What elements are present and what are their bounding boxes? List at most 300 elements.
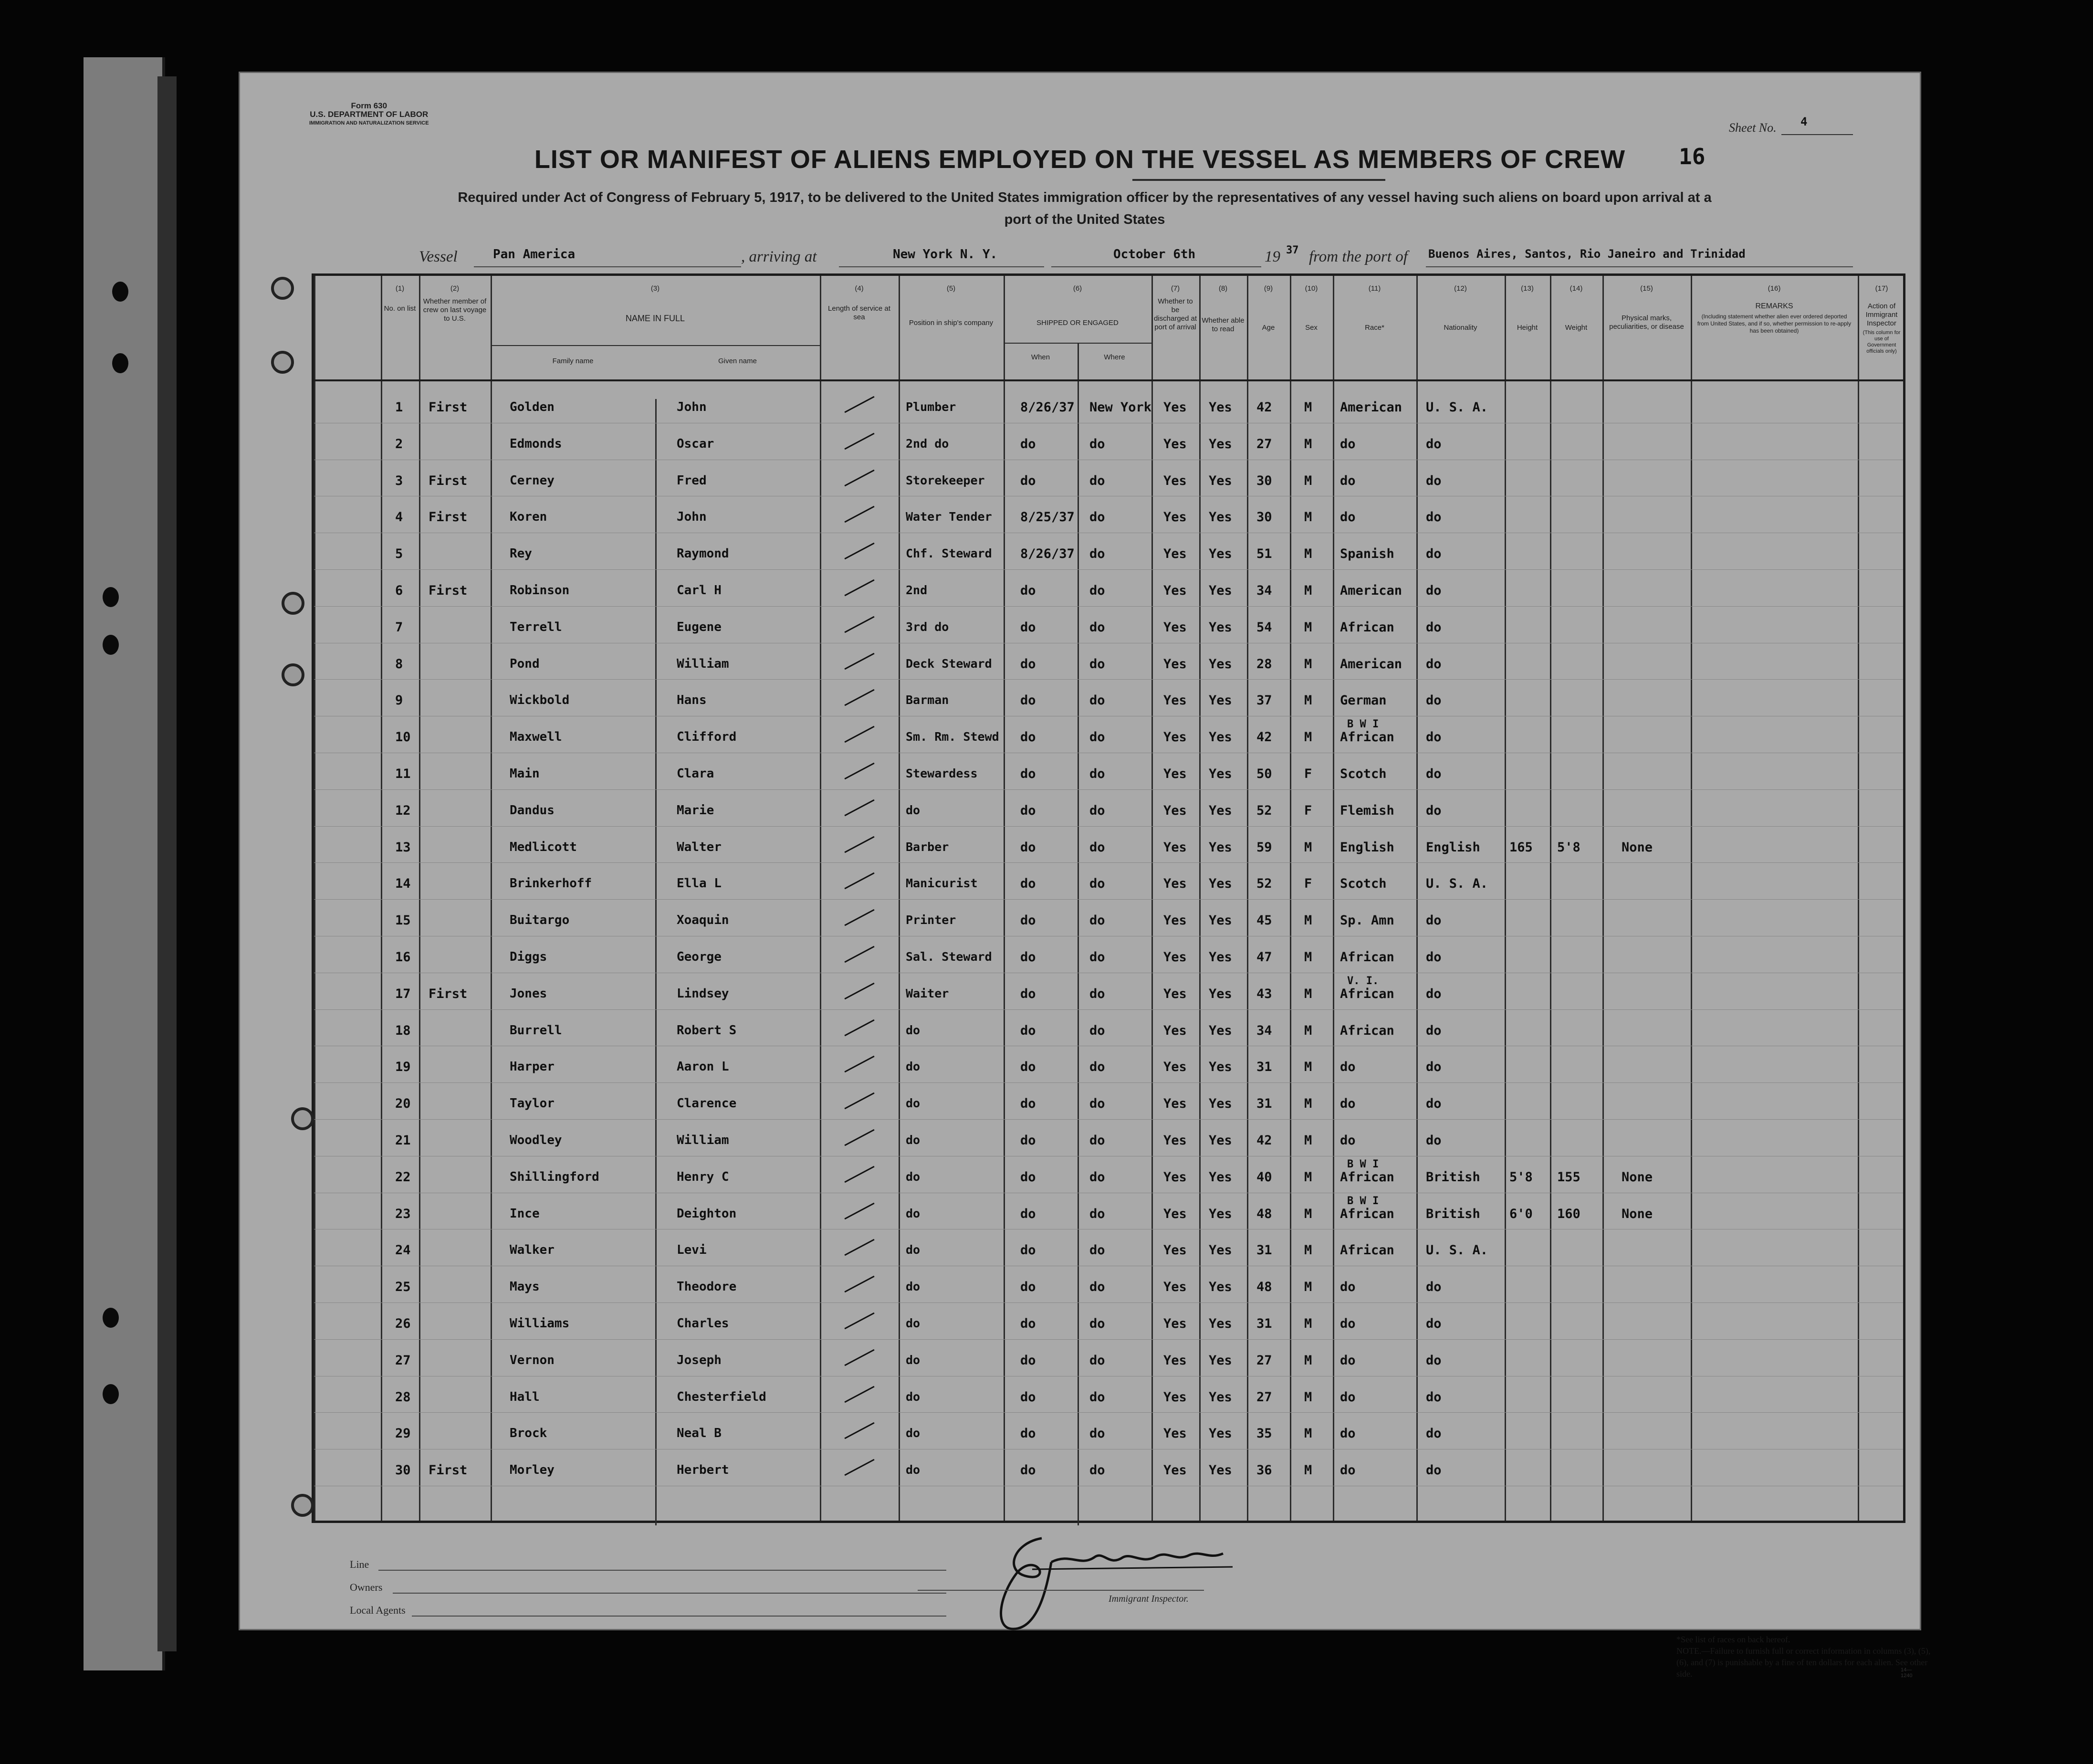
- able-to-read-cell: Yes: [1209, 876, 1232, 892]
- table-row: [314, 753, 1903, 790]
- able-to-read-cell: Yes: [1209, 950, 1232, 965]
- shipped-where-cell: do: [1089, 1353, 1105, 1368]
- arrival-port: New York N. Y.: [893, 247, 998, 262]
- sex-cell: M: [1304, 546, 1312, 562]
- weight-cell: 5'8: [1557, 840, 1580, 855]
- service-checkmark: [844, 1092, 874, 1110]
- given-name-cell: Ella L: [677, 876, 722, 891]
- nationality-cell: do: [1426, 1096, 1442, 1112]
- discharged-cell: Yes: [1163, 803, 1187, 818]
- year-prefix: 19: [1265, 248, 1280, 265]
- col-num: (1): [395, 284, 405, 293]
- col-header-last-voyage: Whether member of crew on last voyage to U.S.: [423, 297, 487, 323]
- able-to-read-cell: Yes: [1209, 436, 1232, 452]
- family-name-cell: Robinson: [510, 583, 570, 598]
- given-name-cell: William: [677, 1133, 729, 1147]
- race-origin-cell: B W I: [1347, 718, 1379, 731]
- family-name-cell: Mays: [510, 1280, 540, 1294]
- sex-cell: F: [1304, 766, 1312, 781]
- family-name-cell: Woodley: [510, 1133, 562, 1147]
- age-cell: 31: [1256, 1243, 1272, 1258]
- age-cell: 54: [1256, 620, 1272, 635]
- sex-cell: M: [1304, 1426, 1312, 1441]
- row-number-cell: 14: [395, 876, 411, 892]
- row-number-cell: 4: [395, 510, 403, 525]
- shipped-when-cell: do: [1020, 1463, 1036, 1478]
- discharged-cell: Yes: [1163, 400, 1187, 415]
- shipped-when-cell: do: [1020, 1426, 1036, 1441]
- able-to-read-cell: Yes: [1209, 730, 1232, 745]
- col-header-when: When: [1031, 353, 1050, 361]
- binder-ring: [271, 351, 294, 374]
- col-num: (4): [855, 284, 864, 293]
- row-number-cell: 21: [395, 1133, 411, 1148]
- nationality-cell: do: [1426, 803, 1442, 818]
- family-name-cell: Hall: [510, 1389, 540, 1404]
- age-cell: 50: [1256, 766, 1272, 781]
- binder-hole: [103, 1308, 119, 1328]
- able-to-read-cell: Yes: [1209, 1280, 1232, 1295]
- height-cell: 5'8: [1509, 1169, 1533, 1185]
- table-row: [314, 900, 1903, 936]
- col-header-discharged: Whether to be discharged at port of arrival: [1153, 297, 1197, 331]
- age-cell: 45: [1256, 913, 1272, 928]
- shipped-where-cell: do: [1089, 840, 1105, 855]
- position-cell: do: [906, 1243, 921, 1257]
- col-num: (2): [450, 284, 460, 293]
- arrival-date: October 6th: [1113, 247, 1196, 262]
- sex-cell: M: [1304, 1206, 1312, 1221]
- discharged-cell: Yes: [1163, 1096, 1187, 1112]
- shipped-when-cell: do: [1020, 1023, 1036, 1038]
- family-name-cell: Jones: [510, 986, 547, 1001]
- service-checkmark: [844, 946, 874, 963]
- table-row: [314, 423, 1903, 460]
- service-checkmark: [844, 1349, 874, 1366]
- given-name-cell: Chesterfield: [677, 1389, 766, 1404]
- weight-cell: 155: [1557, 1169, 1580, 1185]
- col-header-inspector-note: (This column for use of Government officials only): [1863, 330, 1901, 354]
- sex-cell: M: [1304, 1353, 1312, 1368]
- sex-cell: M: [1304, 510, 1312, 525]
- shipped-where-cell: do: [1089, 1206, 1105, 1221]
- footnote-races: *See list of races on back hereof.: [1676, 1635, 1790, 1644]
- sex-cell: M: [1304, 583, 1312, 598]
- given-name-cell: Aaron L: [677, 1060, 729, 1074]
- table-row: [314, 827, 1903, 863]
- able-to-read-cell: Yes: [1209, 986, 1232, 1001]
- shipped-when-cell: do: [1020, 1206, 1036, 1221]
- col-num: (5): [946, 284, 956, 293]
- col-num: (12): [1454, 284, 1467, 293]
- col-header-no: No. on list: [384, 304, 416, 313]
- age-cell: 34: [1256, 1023, 1272, 1038]
- race-cell: English: [1340, 840, 1394, 855]
- age-cell: 36: [1256, 1463, 1272, 1478]
- col-num: (11): [1368, 284, 1381, 293]
- shipped-when-cell: do: [1020, 1096, 1036, 1112]
- header-bottom-rule: [314, 379, 1903, 381]
- shipped-where-cell: do: [1089, 656, 1105, 672]
- position-cell: Printer: [906, 913, 956, 927]
- physical-marks-cell: None: [1622, 840, 1653, 855]
- race-cell: do: [1340, 473, 1356, 488]
- owners-rule: [393, 1593, 946, 1594]
- last-voyage-cell: First: [429, 986, 468, 1001]
- binder-hole: [112, 282, 128, 302]
- family-name-cell: Vernon: [510, 1353, 555, 1367]
- col-header-position: Position in ship's company: [909, 319, 994, 327]
- age-cell: 42: [1256, 400, 1272, 415]
- department-name: U.S. DEPARTMENT OF LABOR: [310, 110, 429, 119]
- sex-cell: M: [1304, 1389, 1312, 1405]
- position-cell: Barber: [906, 840, 949, 854]
- given-name-cell: Clarence: [677, 1096, 737, 1111]
- able-to-read-cell: Yes: [1209, 510, 1232, 525]
- family-name-cell: Morley: [510, 1463, 555, 1478]
- discharged-cell: Yes: [1163, 1243, 1187, 1258]
- service-checkmark: [844, 652, 874, 670]
- row-number-cell: 12: [395, 803, 411, 818]
- row-number-cell: 24: [395, 1243, 411, 1258]
- row-number-cell: 20: [395, 1096, 411, 1112]
- sex-cell: M: [1304, 730, 1312, 745]
- family-name-cell: Buitargo: [510, 913, 570, 928]
- table-row: [314, 570, 1903, 607]
- given-name-cell: Carl H: [677, 583, 722, 598]
- vessel-name: Pan America: [493, 247, 576, 262]
- row-number-cell: 19: [395, 1060, 411, 1075]
- family-name-cell: Shillingford: [510, 1169, 599, 1184]
- discharged-cell: Yes: [1163, 986, 1187, 1001]
- age-cell: 30: [1256, 510, 1272, 525]
- shipped-when-cell: do: [1020, 913, 1036, 928]
- discharged-cell: Yes: [1163, 1169, 1187, 1185]
- given-name-cell: Marie: [677, 803, 714, 818]
- shipped-when-cell: do: [1020, 1169, 1036, 1185]
- row-number-cell: 17: [395, 986, 411, 1001]
- discharged-cell: Yes: [1163, 1389, 1187, 1405]
- binder-ring: [291, 1107, 314, 1130]
- given-name-cell: Lindsey: [677, 986, 729, 1001]
- service-checkmark: [844, 983, 874, 1000]
- service-checkmark: [844, 1276, 874, 1293]
- able-to-read-cell: Yes: [1209, 1133, 1232, 1148]
- able-to-read-cell: Yes: [1209, 1206, 1232, 1221]
- nationality-cell: do: [1426, 913, 1442, 928]
- table-row: [314, 607, 1903, 643]
- shipped-where-cell: do: [1089, 546, 1105, 562]
- able-to-read-cell: Yes: [1209, 803, 1232, 818]
- nationality-cell: do: [1426, 1023, 1442, 1038]
- table-row: [314, 973, 1903, 1010]
- race-cell: do: [1340, 1316, 1356, 1331]
- form-header-block: [309, 102, 429, 127]
- table-row: [314, 790, 1903, 827]
- race-cell: American: [1340, 583, 1402, 598]
- table-row: [314, 1413, 1903, 1449]
- given-name-cell: Levi: [677, 1243, 707, 1258]
- service-checkmark: [844, 469, 874, 486]
- col-header-given-name: Given name: [718, 357, 757, 365]
- shipped-when-cell: do: [1020, 1280, 1036, 1295]
- age-cell: 59: [1256, 840, 1272, 855]
- shipped-where-cell: do: [1089, 510, 1105, 525]
- shipped-when-cell: do: [1020, 1133, 1036, 1148]
- col-header-sex: Sex: [1305, 324, 1318, 332]
- vessel-underline: [474, 266, 741, 267]
- position-cell: Waiter: [906, 986, 949, 1000]
- family-name-cell: Main: [510, 766, 540, 781]
- service-checkmark: [844, 396, 874, 413]
- race-cell: do: [1340, 1060, 1356, 1075]
- height-cell: 165: [1509, 840, 1533, 855]
- table-row: [314, 643, 1903, 680]
- shipped-when-cell: do: [1020, 1389, 1036, 1405]
- height-cell: 6'0: [1509, 1206, 1533, 1221]
- able-to-read-cell: Yes: [1209, 1463, 1232, 1478]
- row-number-cell: 26: [395, 1316, 411, 1331]
- service-checkmark: [844, 763, 874, 780]
- family-name-cell: Brinkerhoff: [510, 876, 592, 891]
- discharged-cell: Yes: [1163, 876, 1187, 892]
- vessel-label: Vessel: [419, 248, 458, 265]
- row-number-cell: 16: [395, 950, 411, 965]
- nationality-cell: do: [1426, 950, 1442, 965]
- nationality-cell: do: [1426, 730, 1442, 745]
- last-voyage-cell: First: [429, 510, 468, 525]
- given-name-cell: Charles: [677, 1316, 729, 1331]
- shipped-when-cell: do: [1020, 1243, 1036, 1258]
- agents-rule: [412, 1616, 946, 1617]
- position-cell: Sal. Steward: [906, 950, 992, 964]
- age-cell: 52: [1256, 876, 1272, 892]
- age-cell: 31: [1256, 1316, 1272, 1331]
- nationality-cell: do: [1426, 436, 1442, 452]
- col-header-family-name: Family name: [552, 357, 594, 365]
- able-to-read-cell: Yes: [1209, 1023, 1232, 1038]
- given-name-cell: Walter: [677, 840, 722, 854]
- shipped-when-cell: do: [1020, 876, 1036, 892]
- family-name-cell: Cerney: [510, 473, 555, 488]
- race-cell: Spanish: [1340, 546, 1394, 562]
- position-cell: do: [906, 1023, 921, 1037]
- discharged-cell: Yes: [1163, 950, 1187, 965]
- position-cell: do: [906, 1389, 921, 1404]
- race-origin-cell: B W I: [1347, 1195, 1379, 1207]
- given-name-cell: Robert S: [677, 1023, 737, 1038]
- last-voyage-cell: First: [429, 400, 468, 415]
- family-name-cell: Golden: [510, 400, 555, 414]
- sex-cell: M: [1304, 620, 1312, 635]
- family-name-cell: Ince: [510, 1206, 540, 1221]
- age-cell: 42: [1256, 730, 1272, 745]
- discharged-cell: Yes: [1163, 546, 1187, 562]
- row-number-cell: 18: [395, 1023, 411, 1038]
- nationality-cell: do: [1426, 986, 1442, 1001]
- given-name-cell: George: [677, 950, 722, 964]
- col-num: (13): [1521, 284, 1534, 293]
- sex-cell: M: [1304, 1060, 1312, 1075]
- inspector-signature: [984, 1533, 1242, 1634]
- race-cell: African: [1340, 1206, 1394, 1221]
- service-checkmark: [844, 543, 874, 560]
- row-number-cell: 8: [395, 656, 403, 672]
- row-number-cell: 9: [395, 693, 403, 708]
- service-checkmark: [844, 689, 874, 706]
- able-to-read-cell: Yes: [1209, 766, 1232, 781]
- col-header-read: Whether able to read: [1202, 316, 1245, 333]
- departure-ports: Buenos Aires, Santos, Rio Janeiro and Trinidad: [1428, 247, 1746, 261]
- race-cell: African: [1340, 1023, 1394, 1038]
- nationality-cell: do: [1426, 510, 1442, 525]
- col-num: (9): [1264, 284, 1273, 293]
- family-name-cell: Taylor: [510, 1096, 555, 1111]
- col-num: (16): [1768, 284, 1781, 293]
- position-cell: do: [906, 1060, 921, 1074]
- table-row: [314, 1120, 1903, 1156]
- family-name-cell: Medlicott: [510, 840, 577, 854]
- date-underline: [1051, 266, 1261, 267]
- col-header-height: Height: [1517, 324, 1538, 332]
- age-cell: 52: [1256, 803, 1272, 818]
- age-cell: 37: [1256, 693, 1272, 708]
- table-row: [314, 460, 1903, 497]
- able-to-read-cell: Yes: [1209, 1169, 1232, 1185]
- sex-cell: M: [1304, 986, 1312, 1001]
- discharged-cell: Yes: [1163, 1280, 1187, 1295]
- age-cell: 35: [1256, 1426, 1272, 1441]
- race-cell: do: [1340, 1353, 1356, 1368]
- row-number-cell: 13: [395, 840, 411, 855]
- discharged-cell: Yes: [1163, 473, 1187, 488]
- age-cell: 42: [1256, 1133, 1272, 1148]
- given-name-cell: Hans: [677, 693, 707, 708]
- position-cell: Storekeeper: [906, 473, 985, 487]
- table-row: [314, 1266, 1903, 1303]
- shipped-where-cell: do: [1089, 1096, 1105, 1112]
- able-to-read-cell: Yes: [1209, 400, 1232, 415]
- position-cell: do: [906, 1426, 921, 1440]
- family-name-cell: Walker: [510, 1243, 555, 1258]
- inspector-rule: [918, 1590, 1204, 1591]
- col-header-age: Age: [1262, 324, 1275, 332]
- shipped-when-cell: do: [1020, 803, 1036, 818]
- able-to-read-cell: Yes: [1209, 656, 1232, 672]
- discharged-cell: Yes: [1163, 620, 1187, 635]
- col-num: (14): [1570, 284, 1583, 293]
- position-cell: Chf. Steward: [906, 546, 992, 561]
- race-cell: Sp. Amn: [1340, 913, 1394, 928]
- last-voyage-cell: First: [429, 473, 468, 488]
- family-name-cell: Wickbold: [510, 693, 570, 708]
- sex-cell: M: [1304, 1463, 1312, 1478]
- sex-cell: M: [1304, 1096, 1312, 1112]
- last-voyage-cell: First: [429, 1463, 468, 1478]
- shipped-where-cell: do: [1089, 1060, 1105, 1075]
- position-cell: 2nd do: [906, 436, 949, 451]
- last-voyage-cell: First: [429, 583, 468, 598]
- able-to-read-cell: Yes: [1209, 1353, 1232, 1368]
- position-cell: Sm. Rm. Stewd: [906, 730, 999, 744]
- page-title: LIST OR MANIFEST OF ALIENS EMPLOYED ON THE VESSEL AS MEMBERS OF CREW: [534, 145, 1626, 174]
- binder-ring: [282, 592, 304, 615]
- subtitle-line-1: Required under Act of Congress of February 5, 1917, to be delivered to the United States immigration officer by the representatives of any vessel having such aliens on board upon arrival at a: [458, 190, 1712, 205]
- col-num: (3): [650, 284, 660, 293]
- shipped-where-cell: do: [1089, 436, 1105, 452]
- table-row: [314, 1449, 1903, 1486]
- sex-cell: M: [1304, 840, 1312, 855]
- col-header-weight: Weight: [1565, 324, 1588, 332]
- shipped-where-cell: do: [1089, 1280, 1105, 1295]
- stamp-number: 16: [1679, 144, 1706, 169]
- race-cell: do: [1340, 1280, 1356, 1295]
- discharged-cell: Yes: [1163, 1426, 1187, 1441]
- table-row: [314, 863, 1903, 900]
- race-cell: African: [1340, 986, 1394, 1001]
- nationality-cell: do: [1426, 1133, 1442, 1148]
- sex-cell: M: [1304, 1169, 1312, 1185]
- given-name-cell: Raymond: [677, 546, 729, 561]
- year-value: 37: [1286, 244, 1299, 256]
- service-checkmark: [844, 836, 874, 853]
- subtitle: [326, 187, 1843, 231]
- given-name-cell: Clifford: [677, 730, 737, 745]
- row-number-cell: 10: [395, 730, 411, 745]
- shipped-when-cell: do: [1020, 1060, 1036, 1075]
- from-port-label: from the port of: [1309, 248, 1408, 265]
- nationality-cell: British: [1426, 1206, 1480, 1221]
- table-row: [314, 1193, 1903, 1230]
- position-cell: do: [906, 1096, 921, 1111]
- service-checkmark: [844, 1129, 874, 1146]
- discharged-cell: Yes: [1163, 1316, 1187, 1331]
- shipped-when-cell: do: [1020, 766, 1036, 781]
- shipped-when-cell: do: [1020, 583, 1036, 598]
- able-to-read-cell: Yes: [1209, 693, 1232, 708]
- row-number-cell: 30: [395, 1463, 411, 1478]
- shipped-when-cell: do: [1020, 840, 1036, 855]
- race-cell: African: [1340, 950, 1394, 965]
- position-cell: Barman: [906, 693, 949, 707]
- row-number-cell: 28: [395, 1389, 411, 1405]
- agents-label: Local Agents: [350, 1604, 406, 1616]
- given-name-cell: Xoaquin: [677, 913, 729, 928]
- family-name-cell: Diggs: [510, 950, 547, 964]
- service-checkmark: [844, 909, 874, 926]
- sheet-underline: [1781, 134, 1853, 135]
- family-name-cell: Harper: [510, 1060, 555, 1074]
- age-cell: 43: [1256, 986, 1272, 1001]
- row-number-cell: 6: [395, 583, 403, 598]
- footnote-penalty: NOTE.—Failure to furnish full or correct information in columns (3), (5), (6), and (7) is punishable by a fine of ten dollars for each alien. See other side.: [1676, 1646, 1931, 1679]
- position-cell: Stewardess: [906, 766, 978, 780]
- position-cell: Deck Steward: [906, 656, 992, 671]
- shipped-when-cell: do: [1020, 1316, 1036, 1331]
- shipped-where-cell: do: [1089, 876, 1105, 892]
- shipped-when-cell: do: [1020, 693, 1036, 708]
- arrival-underline: [839, 266, 1044, 267]
- age-cell: 27: [1256, 1389, 1272, 1405]
- shipped-subrule: [1004, 343, 1151, 344]
- shipped-where-cell: do: [1089, 1243, 1105, 1258]
- binder-hole: [112, 353, 128, 373]
- row-number-cell: 29: [395, 1426, 411, 1441]
- owners-label: Owners: [350, 1581, 383, 1593]
- col-header-inspector: Action of Immigrant Inspector: [1865, 302, 1898, 327]
- position-cell: do: [906, 1169, 921, 1184]
- able-to-read-cell: Yes: [1209, 620, 1232, 635]
